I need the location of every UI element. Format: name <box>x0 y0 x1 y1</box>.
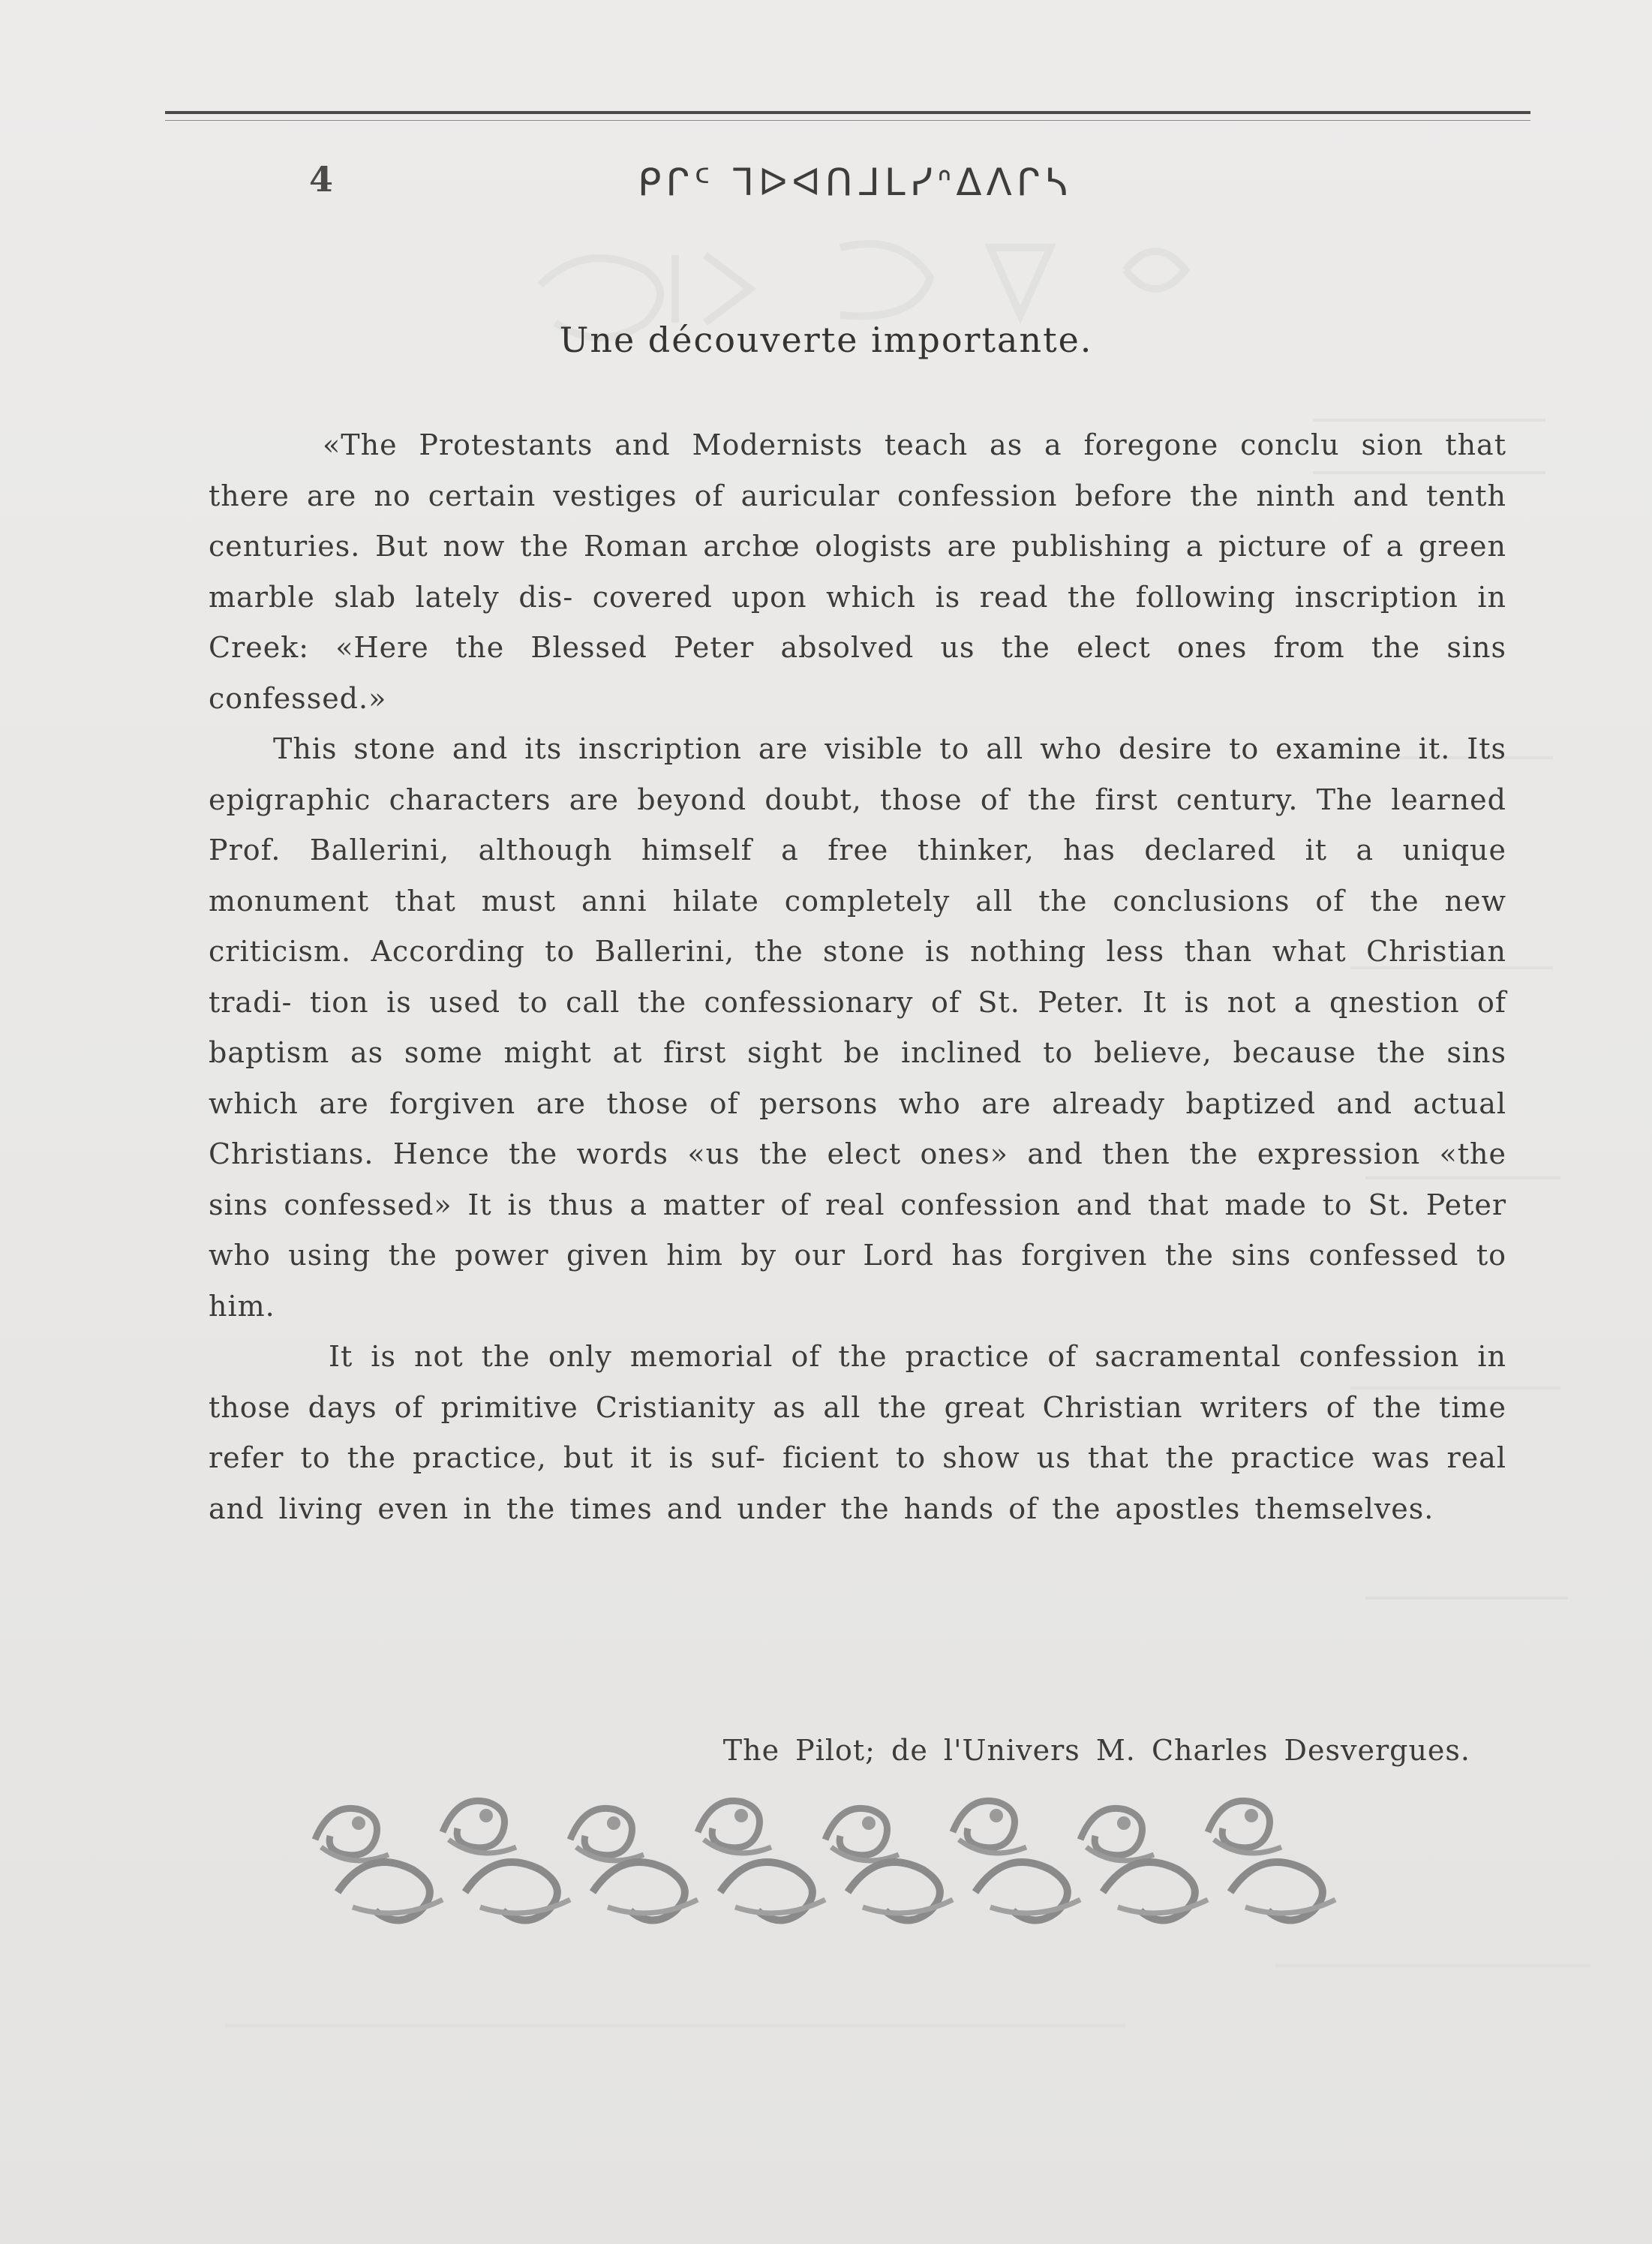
header-rule <box>165 111 1530 114</box>
paragraph-2: This stone and its inscription are visible to all who desire to examine it. Its epigraphic characters are beyond doubt, those of the first century. The learned Prof. Ballerini, although himself a free thinker, has declared it a unique monument that must anni hilate completely all the conclusions of the new criticism. According to Ballerini, the stone is nothing less than what Christian tradi- tion is used to call the confessionary of St. Peter. It is not a qnestion of baptism as some might at first sight be inclined to believe, because the sins which are forgiven are those of persons who are already baptized and actual Christians. Hence the words «us the elect ones» and then the expression «the sins confessed» It is thus a matter of real confession and that made to St. Peter who using the power given him by our Lord has forgiven the sins confessed to him. <box>209 732 1506 1323</box>
paragraph-3: It is not the only memorial of the practice of sacramental confession in those days of primitive Cristianity as all the great Christian writers of the time refer to the practice, but it is suf- ficient to show us that the practice was real and living even in the times and under the hands of the apostles themselves. <box>209 1340 1506 1525</box>
paragraph-1: «The Protestants and Modernists teach as a foregone conclu sion that there are no certain vestiges of auricular confession before the ninth and tenth centuries. But now the Roman archœ ologists are publishing a picture of a green marble slab lately dis- covered upon which is read the following inscription in Creek: «Here the Blessed Peter absolved us the elect ones from the sins confessed.» <box>209 428 1506 715</box>
floral-ornament-icon <box>308 1780 1380 1930</box>
article-signature: The Pilot; de l'Univers M. Charles Desvergues. <box>722 1734 1470 1767</box>
header-rule-thin <box>165 120 1530 121</box>
page-number: 4 <box>309 159 334 200</box>
article-title: Une découverte importante. <box>559 320 1093 360</box>
running-head: ᑭᒋᑦ ᒣᐅᐊᑎᒧᒪᓯᐢᐃᐱᒋᓴ <box>638 161 1072 204</box>
article-body <box>209 420 1506 1534</box>
